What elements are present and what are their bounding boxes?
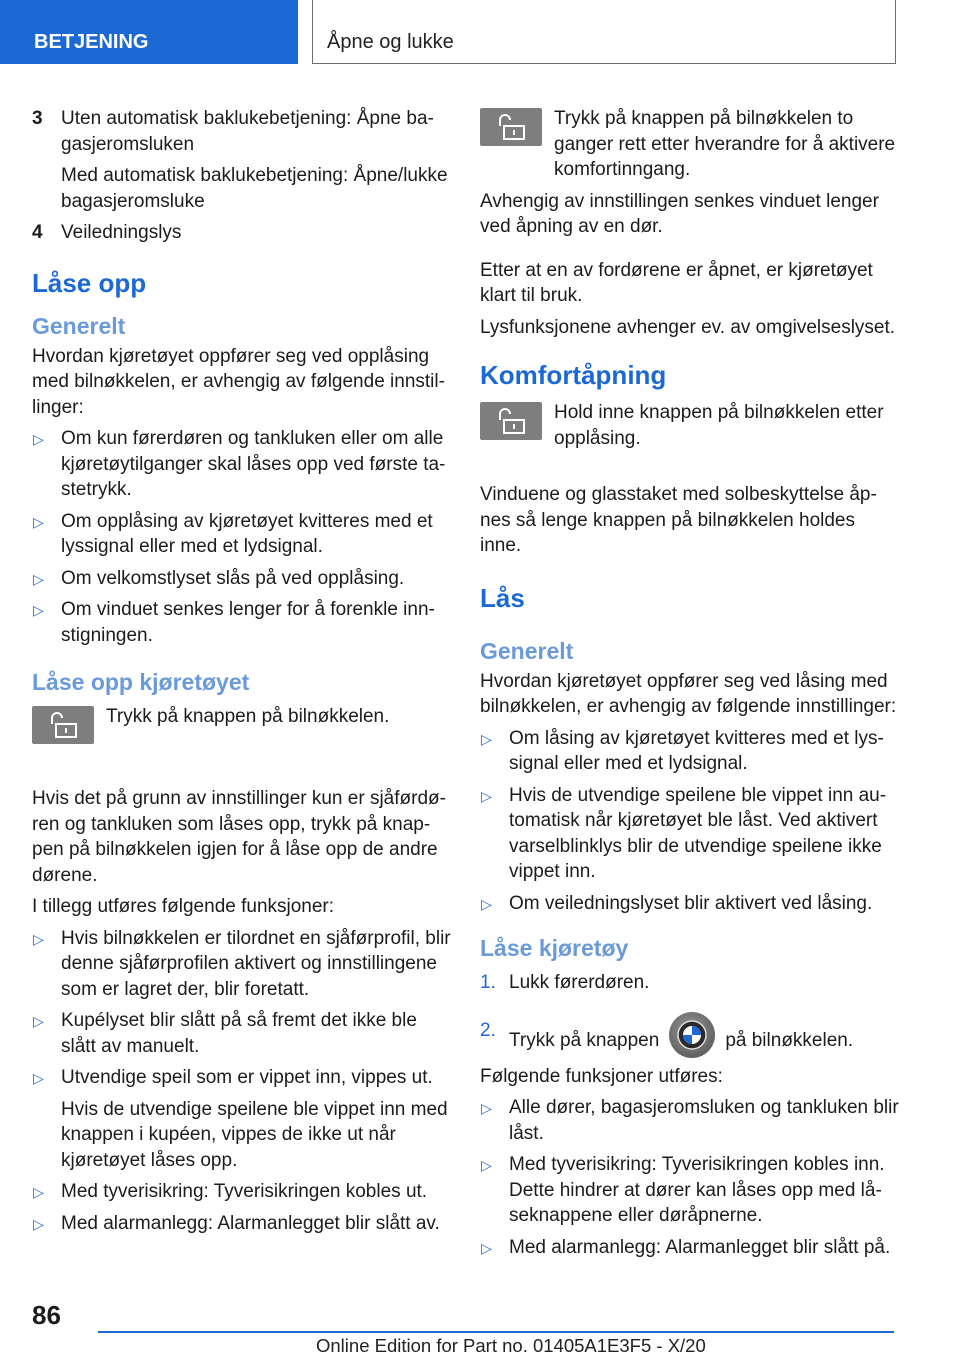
section-label: BETJENING [0, 0, 298, 64]
footer-divider [98, 1331, 894, 1333]
list-item [32, 1211, 452, 1237]
triangle-bullet-icon: ▷ [33, 1184, 44, 1200]
triangle-bullet-icon: ▷ [33, 570, 44, 587]
unlock-key-icon [480, 108, 542, 146]
edition-text: Online Edition for Part no. 01405A1E3F5 - X/20 [316, 1335, 706, 1356]
general-bullet-list [32, 426, 452, 648]
item-subtext: Med automatisk baklukebetjening: Åpne/lukke bagasjeromsluke [61, 165, 448, 212]
page-number: 86 [32, 1300, 61, 1330]
functions-bullet-list [32, 926, 452, 1237]
step-text: Trykk på knappen [509, 1029, 660, 1051]
key-instruction-text: Hold inne knappen på bilnøkkelen etter opplåsing. [554, 402, 884, 449]
step-number: 1. [480, 972, 496, 993]
right-column [480, 106, 900, 1266]
triangle-bullet-icon: ▷ [33, 602, 44, 618]
list-item [32, 1008, 452, 1059]
bullet-text: Om opplåsing av kjøretøyet kvitteres med et lyssignal eller med et lydsignal. [61, 510, 433, 557]
triangle-bullet-icon: ▷ [33, 930, 44, 947]
bullet-text: Om vinduet senkes lenger for å forenkle inn-stigningen. [61, 599, 435, 646]
bmw-lock-button-icon [669, 1012, 715, 1058]
list-item [480, 1235, 900, 1261]
step-number: 2. [480, 1019, 496, 1041]
step-item [480, 1018, 900, 1064]
paragraph: Avhengig av innstillingen senkes vinduet lenger ved åpning av en dør. [480, 190, 879, 237]
unlock-key-icon [480, 402, 542, 440]
step-text: Lukk førerdøren. [509, 972, 650, 993]
heading-unlock: Låse opp [32, 267, 147, 298]
left-column [32, 106, 452, 1242]
paragraph: Etter at en av fordørene er åpnet, er kjøretøyet klart til bruk. [480, 259, 873, 306]
bullet-text: Om kun førerdøren og tankluken eller om alle kjøretøytilganger skal låses opp ved første ta-stetrykk. [61, 428, 446, 500]
key-instruction [480, 106, 900, 183]
step-item [480, 970, 900, 996]
triangle-bullet-icon: ▷ [33, 1013, 44, 1029]
paragraph: Lysfunksjonene avhenger ev. av omgivelseslyset. [480, 316, 896, 338]
list-item [480, 891, 900, 917]
heading-unlock-vehicle: Låse opp kjøretøyet [32, 669, 250, 695]
bullet-continuation: Hvis de utvendige speilene ble vippet inn med knappen i kupéen, vippes de ikke ut når kjøretøyet låses opp. [61, 1098, 448, 1171]
bullet-text: Med tyverisikring: Tyverisikringen kobles inn. Dette hindrer at dører kan låses opp med lå-seknappene eller døråpnerne. [509, 1154, 885, 1226]
triangle-bullet-icon: ▷ [481, 1100, 492, 1116]
triangle-bullet-icon: ▷ [33, 513, 44, 530]
triangle-bullet-icon: ▷ [481, 730, 492, 747]
list-item [32, 106, 452, 157]
item-text: Uten automatisk baklukebetjening: Åpne ba-gasjeromsluken [61, 108, 434, 155]
bullet-text: Hvis de utvendige speilene ble vippet inn au-tomatisk når kjøretøyet ble låst. Ved aktivert varselblinklys blir de utvendige speilene ikke vippet inn. [509, 784, 887, 882]
list-item [32, 566, 452, 592]
key-instruction [32, 704, 452, 772]
bullet-text: Kupélyset blir slått på så fremt det ikke ble slått av manuelt. [61, 1010, 417, 1057]
bullet-text: Med alarmanlegg: Alarmanlegget blir slått på. [509, 1236, 891, 1258]
list-item [32, 597, 452, 648]
general-intro: Hvordan kjøretøyet oppfører seg ved opplåsing med bilnøkkelen, er avhengig av følgende innstil-linger: [32, 345, 445, 418]
lock-functions-bullet-list [480, 1095, 900, 1260]
triangle-bullet-icon: ▷ [33, 1215, 44, 1232]
list-item [32, 1065, 452, 1173]
paragraph: Vinduene og glasstaket med solbeskyttelse åp-nes så lenge knappen på bilnøkkelen holdes inne. [480, 484, 877, 556]
key-instruction-text: Trykk på knappen på bilnøkkelen. [106, 706, 390, 727]
list-item [480, 726, 900, 777]
bullet-text: Hvis bilnøkkelen er tilordnet en sjåførprofil, blir denne sjåførprofilen aktivert og innstillingene som er lagret der, blir foretatt. [61, 927, 451, 1000]
list-item [32, 426, 452, 503]
list-item [32, 1179, 452, 1205]
bullet-text: Med alarmanlegg: Alarmanlegget blir slått av. [61, 1212, 440, 1234]
lock-bullet-list [480, 726, 900, 917]
heading-lock-vehicle: Låse kjøretøy [480, 935, 629, 961]
triangle-bullet-icon: ▷ [33, 1070, 44, 1086]
heading-general: Generelt [32, 312, 126, 339]
triangle-bullet-icon: ▷ [481, 787, 492, 804]
item-number: 3 [32, 108, 43, 129]
triangle-bullet-icon: ▷ [33, 431, 44, 447]
paragraph: Hvis det på grunn av innstillinger kun er sjåførdø-ren og tankluken som låses opp, trykk på knap-pen på bilnøkkelen igjen for å låse opp de andre dørene. [32, 788, 446, 886]
list-item [480, 783, 900, 885]
list-item [480, 1095, 900, 1146]
heading-general: Generelt [480, 637, 574, 664]
chapter-title: Åpne og lukke [312, 0, 896, 64]
step-text: på bilnøkkelen. [725, 1029, 854, 1051]
unlock-key-icon [32, 706, 94, 744]
bullet-text: Om velkomstlyset slås på ved opplåsing. [61, 567, 405, 589]
triangle-bullet-icon: ▷ [481, 1239, 492, 1256]
bullet-text: Om låsing av kjøretøyet kvitteres med et lys-signal eller med et lydsignal. [509, 727, 884, 774]
paragraph: Følgende funksjoner utføres: [480, 1065, 723, 1087]
key-instruction [480, 400, 900, 468]
heading-lock: Lås [480, 582, 525, 613]
steps-list [480, 970, 900, 1064]
paragraph: I tillegg utføres følgende funksjoner: [32, 896, 335, 917]
item-text: Veiledningslys [61, 222, 182, 243]
bullet-text: Med tyverisikring: Tyverisikringen kobles ut. [61, 1181, 428, 1202]
heading-comfort-opening: Komfortåpning [480, 360, 667, 390]
item-number: 4 [32, 222, 43, 243]
list-item [32, 926, 452, 1003]
list-item [480, 1152, 900, 1229]
key-instruction-text: Trykk på knappen på bilnøkkelen to ganger rett etter hverandre for å aktivere komfortinngang. [554, 108, 896, 180]
list-item [32, 220, 452, 246]
lock-intro: Hvordan kjøretøyet oppfører seg ved låsing med bilnøkkelen, er avhengig av følgende innstillinger: [480, 670, 897, 717]
triangle-bullet-icon: ▷ [481, 895, 492, 912]
page-header [0, 0, 960, 66]
bullet-text: Alle dører, bagasjeromsluken og tankluken blir låst. [509, 1097, 899, 1144]
triangle-bullet-icon: ▷ [481, 1157, 492, 1173]
list-item [32, 509, 452, 560]
bullet-text: Utvendige speil som er vippet inn, vippes ut. [61, 1067, 433, 1088]
bullet-text: Om veiledningslyset blir aktivert ved låsing. [509, 892, 873, 914]
